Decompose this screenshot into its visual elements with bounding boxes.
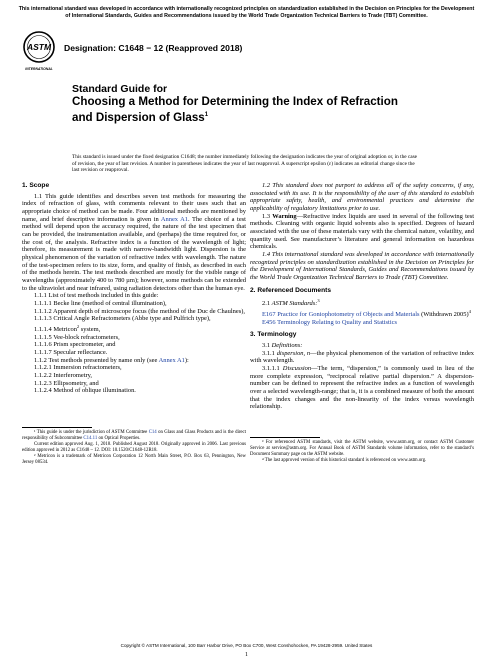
title-line-2: Choosing a Method for Determining the Index of Refraction bbox=[72, 95, 398, 108]
para-1-1-2-text: 1.1.2 Test methods presented by name only (see bbox=[34, 356, 159, 364]
list-item-text: system, bbox=[79, 325, 101, 333]
ref-e167-code[interactable]: E167 bbox=[262, 311, 276, 319]
footnote-1-edition: Current edition approved Aug. 1, 2018. Published August 2018. Originally approved in 2006. Last previous edition approved in 2012 as C1648 – 12. DOI: 10.1520/C1648-12R18. bbox=[22, 442, 246, 454]
warning-label: Warning bbox=[272, 212, 297, 220]
footnote-mark: 3 bbox=[317, 298, 320, 304]
section-heading-referenced-documents: 2. Referenced Documents bbox=[250, 286, 331, 294]
para-1-3-num: 1.3 bbox=[262, 212, 273, 220]
title-line-3-text: and Dispersion of Glass bbox=[72, 110, 205, 124]
para-2-1-num: 2.1 bbox=[262, 300, 272, 308]
para-1-1-1: 1.1.1 List of test methods included in this guide: bbox=[34, 292, 159, 300]
footnote-3: ³ For referenced ASTM standards, visit the ASTM website, www.astm.org, or contact ASTM Customer Service at service@astm.org. For Annual Book of ASTM Standards volume information, refer to the standard’s Document Summary page on the ASTM website. bbox=[250, 440, 474, 458]
committee-link[interactable]: C14 bbox=[148, 429, 157, 435]
para-1-1-text-a: 1.1 This guide identifies and describes seven test methods for measuring the index of refraction of glass, with comments relevant to their uses such that an appropriate choice of method can be made. Four additional methods are mentioned by name, and brief descriptive information is given in bbox=[22, 192, 246, 223]
ref-e456 bbox=[250, 319, 474, 327]
list-item: 1.1.2.1 Immersion refractometers, bbox=[34, 364, 122, 372]
list-item: 1.1.2.4 Method of oblique illumination. bbox=[34, 387, 136, 395]
list-item: 1.1.1.3 Critical Angle Refractometers (Abbe type and Pulfrich type), bbox=[34, 315, 211, 323]
title-line-3 bbox=[72, 109, 432, 124]
subcommittee-link[interactable]: C14.11 bbox=[83, 435, 98, 441]
definitions-label: Definitions: bbox=[271, 342, 303, 350]
astm-standards-label: ASTM Standards: bbox=[271, 300, 318, 308]
ref-e456-code[interactable]: E456 bbox=[262, 318, 276, 326]
footnote-text: ¹ This guide is under the jurisdiction of ASTM Committee bbox=[34, 429, 149, 435]
ref-e167-status: (Withdrawn 2005) bbox=[419, 311, 469, 319]
title-footnote-mark: 1 bbox=[204, 111, 209, 118]
para-1-1 bbox=[22, 193, 246, 293]
section-heading-scope: 1. Scope bbox=[22, 182, 50, 189]
designation: Designation: C1648 − 12 (Reapproved 2018) bbox=[64, 43, 243, 53]
list-item: 1.1.1.5 Vee-block refractometers, bbox=[34, 333, 120, 341]
definition-text: —the physical phenomenon of the variation of refractive index with wavelength. bbox=[250, 349, 475, 365]
astm-logo bbox=[22, 30, 56, 78]
list-item-text: 1.1.1.4 Metricon bbox=[34, 325, 77, 333]
title-line-1: Standard Guide for bbox=[72, 83, 168, 95]
para-1-1-2-text: ): bbox=[184, 356, 189, 364]
para-1-3 bbox=[250, 213, 474, 251]
annex-a1-link[interactable]: Annex A1 bbox=[160, 215, 189, 223]
copyright-footer: Copyright © ASTM International, 100 Barr Harbor Drive, PO Box C700, West Conshohocken, PA 19428-2959. United States bbox=[120, 643, 373, 648]
para-1-2: 1.2 This standard does not purport to address all of the safety concerns, if any, associated with its use. It is the responsibility of the user of this standard to establish appropriate safety, health, and environmental practices and determine the applicability of regulatory limitations prior to use. bbox=[250, 182, 474, 212]
list-item: 1.1.1.1 Becke line (method of central illumination), bbox=[34, 299, 167, 307]
list-item: 1.1.2.3 Ellipsometry, and bbox=[34, 379, 99, 387]
footnote-mark: 2 bbox=[76, 323, 80, 329]
ref-e167 bbox=[250, 308, 474, 319]
section-heading-terminology: 3. Terminology bbox=[250, 331, 297, 339]
term-dispersion: dispersion, n bbox=[276, 349, 311, 357]
footnote-1 bbox=[22, 430, 246, 442]
para-1-4: 1.4 This international standard was developed in accordance with internationally recognized principles on standardization established in the Decision on Principles for the Development of International Standards, Guides and Recommendations issued by the World Trade Organization Technical Barriers to Trade (TBT) Committee. bbox=[250, 250, 474, 281]
list-item bbox=[22, 323, 246, 334]
standards-notice: This international standard was developed in accordance with internationally recognized principles on standardization established in the Decision on Principles for the Development of International Standards, Guides and Recommendations issued by the World Trade Organization Technical Barriers to Trade (TBT) Committee. bbox=[18, 6, 475, 19]
para-3-1-1-num: 3.1.1 bbox=[262, 349, 277, 357]
right-column bbox=[250, 182, 474, 464]
annex-a1-link[interactable]: Annex A1 bbox=[158, 356, 185, 364]
para-1-3-text: —Refractive index liquids are used in several of the following test methods. Cleaning with organic liquid solvents also is specified. Degrees of hazard associated with the use of these materials vary with the chemical nature, volatility, and quantity used. See manufacturer’s literature and general information on hazardous chemicals. bbox=[250, 212, 475, 251]
logo-subtext: INTERNATIONAL bbox=[25, 67, 53, 71]
footnote-mark: 4 bbox=[468, 308, 471, 314]
footnote-2: ² Metricon is a trademark of Metricon Corporation 12 North Main Street, P.O. Box 63, Pennington, New Jersey 08534. bbox=[22, 454, 246, 466]
document-title bbox=[72, 83, 432, 124]
footnote-text: on Glass and Glass Products and is the direct responsibility of Subcommittee bbox=[22, 429, 246, 441]
para-3-1-1-1-num: 3.1.1.1 bbox=[262, 365, 283, 373]
ref-e167-title[interactable]: Practice for Goniophotometry of Objects and Materials bbox=[275, 311, 420, 319]
issuance-note: This standard is issued under the fixed designation C1648; the number immediately following the designation indicates the year of original adoption or, in the case of revision, the year of last revision. A number in parentheses indicates the year of last reapproval. A superscript epsilon (ε) indicates an editorial change since the last revision or reapproval. bbox=[72, 154, 418, 174]
para-3-1-1-1 bbox=[250, 365, 474, 411]
para-1-1-2 bbox=[22, 357, 246, 365]
list-item: 1.1.2.2 Interferometry, bbox=[34, 371, 93, 379]
para-3-1 bbox=[250, 342, 474, 350]
discussion-label: Discussion bbox=[282, 365, 312, 373]
list-item: 1.1.1.6 Prism spectrometer, and bbox=[34, 341, 116, 349]
para-1-1-text-b: . The choice of a test method will depend upon the accuracy required, the nature of the test specimen that can be provided, the instrumentation available, and (perhaps) the time required for, or the cost of, the analysis. Refractive index is a function of the wavelength of light; therefore, its measurement is made with narrow-bandwidth light. Dispersion is the physical phenomenon of the variation of refractive index with wavelength. The nature of the test-specimen refers to its size, form, and quality of finish, as described in each of the methods herein. The test methods described are mostly for the visible range of wavelengths (approximately 400 to 780 µm); however, some methods can be extended to the ultraviolet and near infrared, using radiation detectors other than the human eye. bbox=[22, 215, 246, 292]
para-2-1 bbox=[250, 297, 474, 308]
left-column bbox=[22, 182, 246, 466]
footnote-4: ⁴ The last approved version of this historical standard is referenced on www.astm.org. bbox=[262, 458, 427, 464]
list-item: 1.1.1.2 Apparent depth of microscope focus (the method of the Duc de Chaulnes), bbox=[34, 307, 245, 315]
page-number: 1 bbox=[245, 652, 248, 658]
logo-text: ASTM bbox=[26, 42, 52, 52]
footnote-text: on Optical Properties. bbox=[97, 435, 141, 441]
discussion-text: —The term, “dispersion,” is commonly used in lieu of the more complete expression, “reciprocal relative partial dispersion.” A dispersion-number can be defined to represent the refractive index as a function of wavelength over a selected wavelength-range; that is, it is a combined measure of both the amount that the index changes and the non-linearity of the index versus wavelength relationship. bbox=[250, 365, 475, 411]
ref-e456-title[interactable]: Terminology Relating to Quality and Statistics bbox=[275, 318, 397, 326]
footnote-divider bbox=[22, 427, 92, 428]
para-3-1-num: 3.1 bbox=[262, 342, 272, 350]
para-3-1-1 bbox=[250, 350, 474, 365]
footnote-divider bbox=[250, 437, 320, 438]
list-item: 1.1.1.7 Specular reflectance. bbox=[34, 348, 108, 356]
